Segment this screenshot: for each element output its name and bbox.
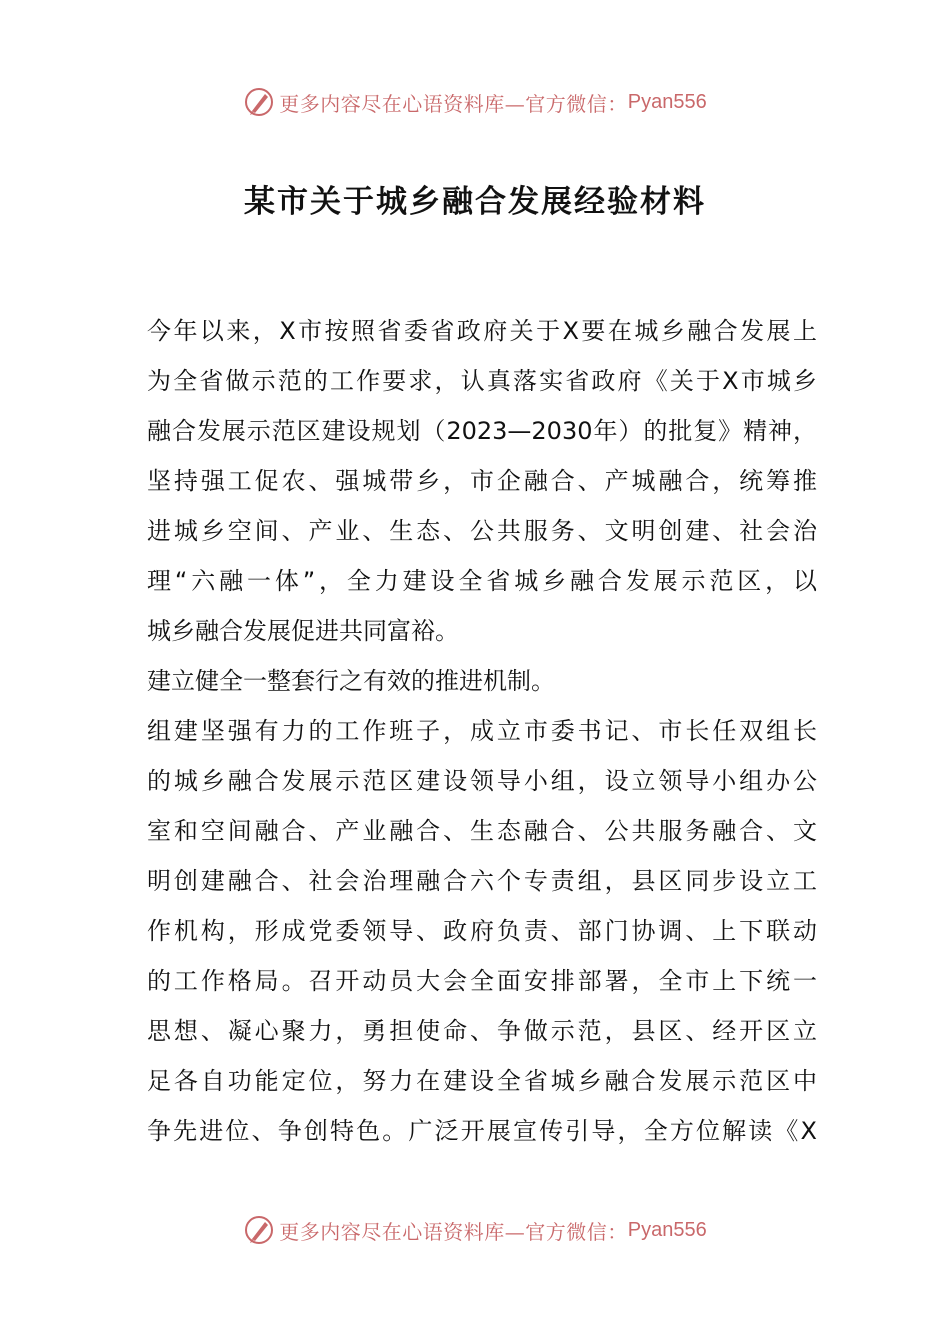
watermark-header bbox=[0, 82, 950, 122]
body-line: 思想、凝心聚力，勇担使命、争做示范，县区、经开区立 bbox=[147, 1017, 817, 1045]
pen-nib-circle-icon bbox=[243, 1214, 275, 1246]
body-line: 明创建融合、社会治理融合六个专责组，县区同步设立工 bbox=[147, 867, 817, 895]
body-line: 足各自功能定位，努力在建设全省城乡融合发展示范区中 bbox=[147, 1067, 817, 1095]
body-line: 作机构，形成党委领导、政府负责、部门协调、上下联动 bbox=[147, 917, 817, 945]
document-body bbox=[147, 306, 817, 1156]
body-line: 融合发展示范区建设规划（2023—2030年）的批复》精神， bbox=[147, 417, 817, 445]
watermark-footer bbox=[0, 1210, 950, 1250]
watermark-text: 更多内容尽在心语资料库—官方微信： bbox=[279, 1219, 628, 1244]
watermark-text: 更多内容尽在心语资料库—官方微信： bbox=[279, 91, 628, 116]
body-line: 的城乡融合发展示范区建设领导小组，设立领导小组办公 bbox=[147, 767, 817, 795]
body-line: 今年以来，X市按照省委省政府关于X要在城乡融合发展上 bbox=[147, 317, 817, 345]
body-line: 理“六融一体”，全力建设全省城乡融合发展示范区，以 bbox=[147, 567, 817, 595]
body-line: 的工作格局。召开动员大会全面安排部署，全市上下统一 bbox=[147, 967, 817, 995]
body-line: 坚持强工促农、强城带乡，市企融合、产城融合，统筹推 bbox=[147, 467, 817, 495]
body-line: 室和空间融合、产业融合、生态融合、公共服务融合、文 bbox=[147, 817, 817, 845]
body-line: 进城乡空间、产业、生态、公共服务、文明创建、社会治 bbox=[147, 517, 817, 545]
watermark-contact: Pyan556 bbox=[627, 90, 707, 113]
pen-nib-circle-icon bbox=[243, 86, 275, 118]
document-title: 某市关于城乡融合发展经验材料 bbox=[244, 184, 706, 220]
watermark-contact: Pyan556 bbox=[627, 1218, 707, 1241]
body-line: 城乡融合发展促进共同富裕。 bbox=[147, 617, 459, 645]
body-line: 组建坚强有力的工作班子，成立市委书记、市长任双组长 bbox=[147, 717, 817, 745]
body-line: 为全省做示范的工作要求，认真落实省政府《关于X市城乡 bbox=[147, 367, 817, 395]
body-line: 争先进位、争创特色。广泛开展宣传引导，全方位解读《X bbox=[147, 1117, 817, 1145]
section-heading: 建立健全一整套行之有效的推进机制。 bbox=[147, 667, 555, 695]
